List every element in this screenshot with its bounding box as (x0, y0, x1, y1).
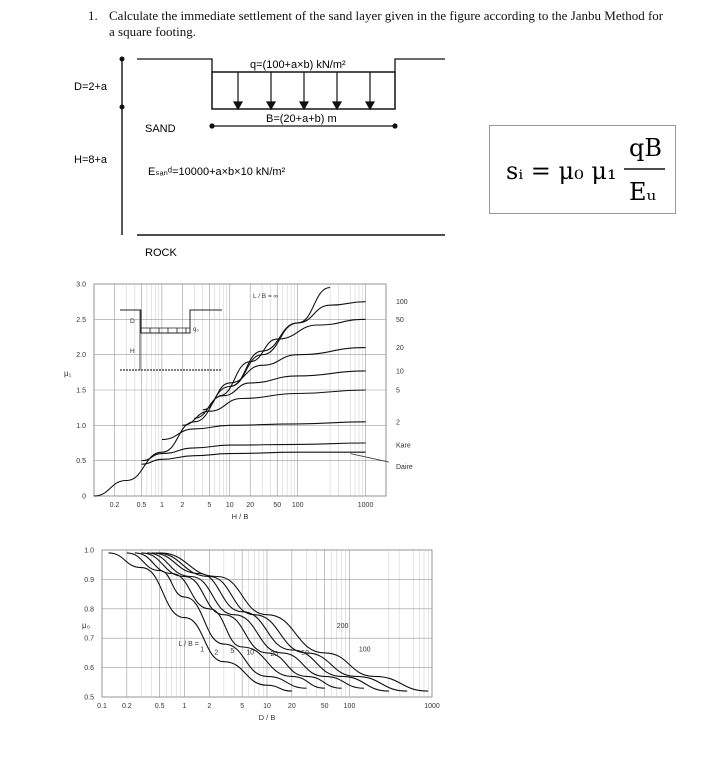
dimension-dot (392, 123, 397, 128)
y-tick-label: 2.0 (76, 352, 86, 360)
soil-profile-figure (60, 52, 460, 267)
x-axis-label: D / B (258, 713, 276, 722)
inset-H-label: H (130, 348, 135, 355)
series-label: 2 (214, 649, 219, 657)
x-tick-label: 0.2 (121, 703, 132, 710)
y-tick-label: 0.7 (84, 635, 94, 643)
series-label: 50 (396, 316, 404, 324)
x-tick-label: 0.2 (109, 502, 120, 509)
series-label: 100 (396, 299, 408, 307)
series-label-infinity: L / B = ∞ (253, 293, 279, 301)
inset-D-label: D (130, 318, 135, 325)
x-tick-label: 100 (343, 703, 356, 710)
mu1-chart (62, 278, 422, 533)
thickness-label: H=8+a (74, 154, 108, 166)
series-label: 50 (301, 649, 310, 657)
formula-denominator: Eᵤ (629, 178, 657, 206)
load-arrows (234, 72, 374, 109)
series-line-5 (135, 553, 325, 688)
y-tick-label: 1.5 (76, 387, 86, 395)
x-tick-label: 5 (207, 502, 212, 509)
x-axis-label: H / B (231, 512, 249, 521)
depth-label: D=2+a (74, 81, 108, 93)
series-line-20 (203, 348, 366, 410)
load-label: q=(100+a×b) kN/m² (250, 59, 346, 71)
series-label: 10 (396, 368, 404, 376)
x-tick-label: 50 (320, 703, 329, 710)
series-label: 20 (396, 345, 404, 353)
width-label: B=(20+a+b) m (266, 113, 337, 125)
y-tick-label: 0.8 (84, 606, 94, 614)
x-tick-label: 0.1 (97, 703, 107, 710)
y-axis-label: μ₀ (82, 621, 90, 630)
formula-numerator: qB (629, 134, 662, 162)
series-line-Daire (142, 452, 366, 464)
x-tick-label: 1 (182, 703, 187, 710)
x-tick-label: 1 (159, 502, 164, 509)
y-axis-label: μ₁ (64, 369, 72, 378)
x-tick-label: 10 (225, 502, 234, 509)
y-tick-label: 3.0 (76, 281, 86, 289)
question-text: Calculate the immediate settlement of the sand layer given in the figure according to the Janbu Method for a square footing. (109, 8, 664, 39)
inset-sketch (120, 310, 222, 370)
y-tick-label: 1.0 (76, 422, 86, 430)
formula-box (489, 125, 676, 214)
inset-ground (120, 310, 222, 333)
series-label: 200 (336, 622, 349, 630)
x-tick-label: 20 (287, 703, 296, 710)
x-tick-label: 10 (263, 703, 271, 710)
x-tick-label: 0.5 (136, 502, 147, 509)
series-line-2 (127, 553, 310, 688)
modulus-label: Eₛₐₙᵈ=10000+a×b×10 kN/m² (148, 166, 286, 178)
x-tick-label: 50 (273, 502, 282, 509)
series-label: Kare (396, 442, 411, 450)
series-label: 5 (396, 387, 400, 395)
series-label: 20 (270, 650, 279, 658)
series-line-2 (162, 422, 366, 440)
legend-prefix: L / B = (178, 640, 199, 648)
series-label: 100 (358, 646, 371, 654)
x-tick-label: 2 (207, 703, 212, 710)
x-tick-label: 5 (240, 703, 245, 710)
y-tick-label: 0.5 (76, 458, 86, 466)
inset-q-label: q₀ (193, 327, 199, 333)
dimension-dot (120, 105, 125, 110)
y-tick-label: 0 (82, 493, 86, 501)
x-tick-label: 20 (246, 502, 255, 509)
series-label: 10 (246, 649, 255, 657)
x-tick-label: 100 (291, 502, 304, 509)
x-tick-label: 1000 (357, 502, 374, 509)
x-tick-label: 1000 (424, 703, 440, 710)
y-tick-label: 0.6 (84, 665, 94, 673)
sand-label: SAND (145, 123, 176, 135)
mu0-chart (74, 544, 446, 734)
formula (490, 126, 677, 215)
series-line-50 (152, 553, 389, 691)
series-line-10 (141, 553, 341, 688)
dimension-dot (120, 57, 125, 62)
series-label: 1 (200, 646, 205, 654)
formula-lhs: sᵢ = μ₀ μ₁ (506, 157, 617, 185)
dimension-dot (209, 123, 214, 128)
question-number: 1. (88, 8, 98, 23)
y-tick-label: 1.0 (84, 547, 94, 555)
x-tick-label: 0.5 (154, 703, 165, 710)
rock-label: ROCK (145, 247, 177, 259)
series-label: 5 (230, 647, 235, 655)
series-label: 2 (396, 419, 400, 427)
y-tick-label: 2.5 (76, 316, 86, 324)
y-tick-label: 0.9 (84, 576, 94, 584)
series-label: Daire (396, 463, 413, 471)
series-line-50 (219, 319, 365, 395)
x-tick-label: 2 (180, 502, 185, 509)
y-tick-label: 0.5 (84, 694, 94, 702)
